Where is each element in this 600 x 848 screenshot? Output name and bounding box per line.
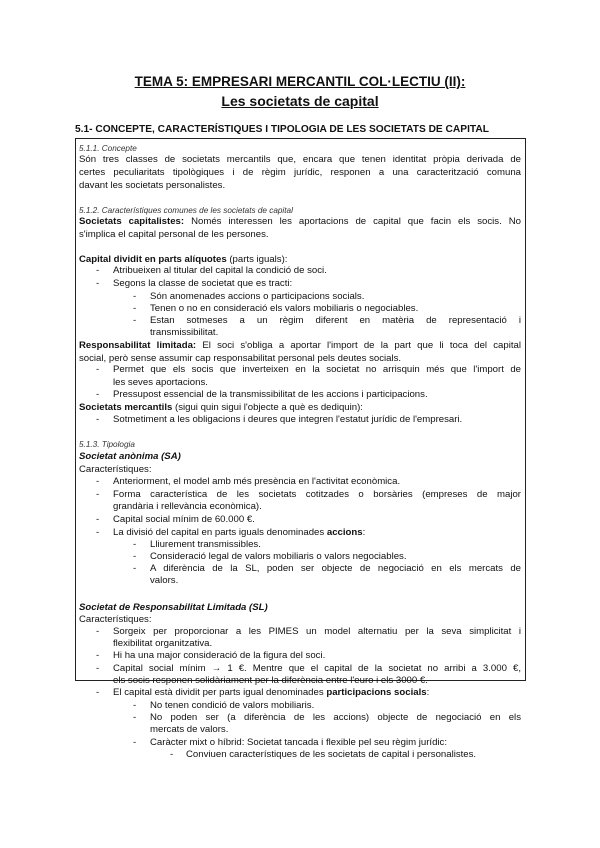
bullet-dash: - [133,712,137,723]
list-item: Permet que els socis que inverteixen en la societat no arrisquin més que l'import de [113,364,521,375]
bullet-dash: - [96,663,100,674]
list-item: Conviuen característiques de les societats de capital i personalistes. [186,749,477,760]
list-item: No poden ser (a diferència de les accions) objecte de negociació en els [150,712,521,723]
term-societats-capitalistes: Societats capitalistes: [79,216,185,227]
bullet-dash: - [133,551,137,562]
bullet-dash: - [133,563,137,574]
text: : [426,687,430,698]
paragraph-line: certes peculiaritats tipològiques i de règim jurídic, responen a una caracterització comuna [79,167,521,178]
list-item: Pressupost essencial de la transmissibilitat de les accions i participacions. [113,389,428,400]
list-item: Anteriorment, el model amb més presència en l'activitat econòmica. [113,476,401,487]
term-participacions-socials: participacions socials [326,687,427,698]
bullet-dash: - [96,389,100,400]
bullet-dash: - [133,291,137,302]
bullet-dash: - [96,489,100,500]
document-subtitle: Les societats de capital [221,93,379,109]
list-item-continued: grandària i rellevància econòmica). [113,501,262,512]
term-capital-dividit: Capital dividit en parts alíquotes [79,254,227,265]
list-item: A diferència de la SL, poden ser objecte de negociació en els mercats de [150,563,521,574]
list-item [113,527,365,538]
bullet-dash: - [96,265,100,276]
bullet-dash: - [96,687,100,698]
list-item [113,687,429,698]
list-item: Caràcter mixt o híbrid: Societat tancada i flexible pel seu règim jurídic: [150,737,448,748]
term-responsabilitat-limitada: Responsabilitat limitada: [79,340,197,351]
list-item: Atribueixen al titular del capital la condició de soci. [113,265,327,276]
text: El capital està dividit per parts igual denominades [113,687,327,698]
list-item: Estan sotmeses a un règim diferent en matèria de representació i [150,315,521,326]
text: Només interessen les aportacions de capital que facin els socis. No [184,216,522,227]
subsection-heading-caracteristiques: 5.1.2. Característiques comunes de les societats de capital [79,206,293,215]
text: El soci s'obliga a aportar l'import de la part que li toca del capital [196,340,521,351]
bullet-dash: - [133,315,137,326]
list-item: Consideració legal de valors mobiliaris o valors negociables. [150,551,407,562]
text: : [362,527,366,538]
bullet-dash: - [96,414,100,425]
list-item-continued: els socis responen solidàriament per la diferència entre l'euro i els 3000 €. [113,675,428,686]
paragraph-line [79,340,521,351]
subsection-heading-tipologia: 5.1.3. Tipologia [79,440,135,449]
list-item: No tenen condició de valors mobiliaris. [150,700,315,711]
list-item-continued: valors. [150,575,179,586]
sa-title: Societat anònima (SA) [79,451,181,462]
bullet-dash: - [170,749,174,760]
bullet-dash: - [133,700,137,711]
paragraph-line: davant les societats personalistes. [79,180,226,191]
paragraph-line: Característiques: [79,464,152,475]
paragraph-line [79,216,521,227]
bullet-dash: - [133,737,137,748]
paragraph-line: Característiques: [79,614,152,625]
list-item: Capital social mínim → 1 €. Mentre que el capital de la societat no arribi a 3.000 €, [113,663,521,674]
list-item: Són anomenades accions o participacions socials. [150,291,365,302]
document-title: TEMA 5: EMPRESARI MERCANTIL COL·LECTIU (II): [134,74,466,89]
term-societats-mercantils: Societats mercantils [79,402,173,413]
list-item: Segons la classe de societat que es tracti: [113,278,293,289]
paragraph-line: Són tres classes de societats mercantils que, encara que tenen identitat pròpia derivada de [79,154,521,165]
bullet-dash: - [96,364,100,375]
list-item: Capital social mínim de 60.000 €. [113,514,255,525]
bullet-dash: - [96,650,100,661]
bullet-dash: - [96,527,100,538]
list-item: Hi ha una major consideració de la figura del soci. [113,650,326,661]
list-item-continued: mercats de valors. [150,724,229,735]
paragraph-line [79,402,363,413]
bullet-dash: - [96,278,100,289]
bullet-dash: - [96,514,100,525]
paragraph-line: social, però sense assumir cap responsabilitat personal pels deutes socials. [79,353,402,364]
subsection-heading-concepte: 5.1.1. Concepte [79,144,137,153]
bullet-dash: - [96,626,100,637]
bullet-dash: - [133,539,137,550]
paragraph-line [79,254,287,265]
text: (parts iguals): [226,254,288,265]
list-item-continued: les seves aportacions. [113,377,208,388]
term-accions: accions [326,527,363,538]
list-item-continued: flexibilitat organitzativa. [113,638,213,649]
list-item: Tenen o no en consideració els valors mobiliaris o negociables. [150,303,419,314]
paragraph-line: s'implica el capital personal de les persones. [79,229,269,240]
text: La divisió del capital en parts iguals denominades [113,527,327,538]
list-item: Sotmetiment a les obligacions i deures que integren l'estatut jurídic de l'empresari. [113,414,463,425]
bullet-dash: - [96,476,100,487]
list-item-continued: transmissibilitat. [150,327,219,338]
list-item: Sorgeix per proporcionar a les PIMES un model alternatiu per la seva simplicitat i [113,626,521,637]
bullet-dash: - [133,303,137,314]
list-item: Lliurement transmissibles. [150,539,261,550]
sl-title: Societat de Responsabilitat Limitada (SL) [79,602,268,613]
section-heading: 5.1- CONCEPTE, CARACTERÍSTIQUES I TIPOLOGIA DE LES SOCIETATS DE CAPITAL [75,124,489,135]
text: (sigui quin sigui l'objecte a què es dediquin): [172,402,363,413]
list-item: Forma característica de les societats cotitzades o borsàries (empreses de major [113,489,521,500]
